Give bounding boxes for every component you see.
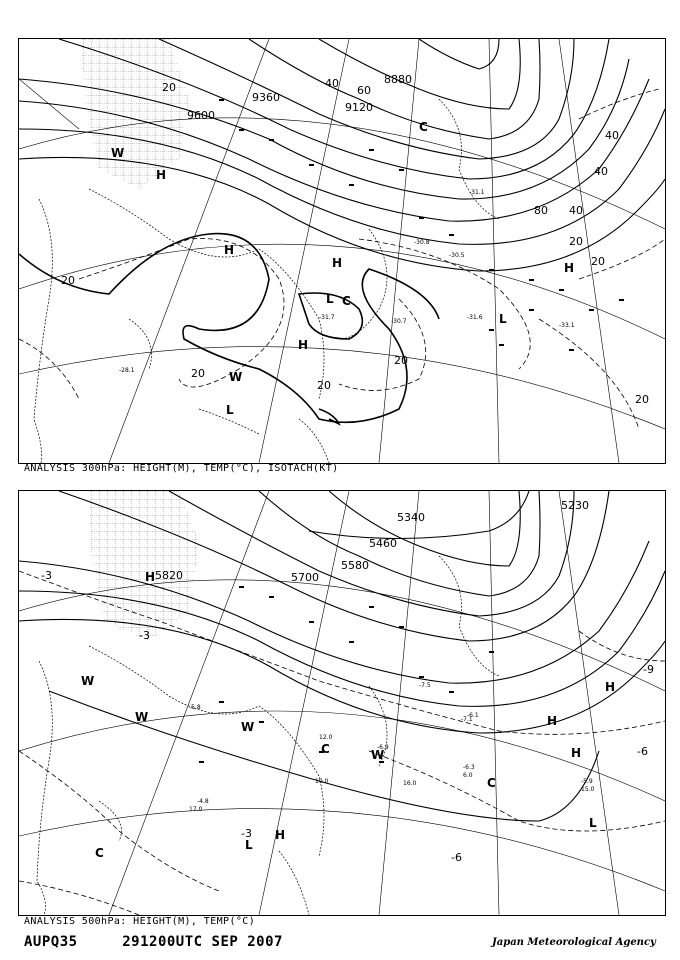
station-plots <box>199 586 494 763</box>
warm-center: W <box>229 370 243 384</box>
station-value: -31.6 <box>467 314 483 321</box>
isotach-label: 20 <box>635 393 649 406</box>
station-value: -30.8 <box>414 239 430 246</box>
cold-center: C <box>487 776 496 790</box>
isotach-label: 20 <box>394 354 408 367</box>
station-value: -7.1 <box>461 716 473 723</box>
isotach-label: 20 <box>61 274 75 287</box>
isotach-label: 40 <box>569 204 583 217</box>
height-label: 5230 <box>561 499 589 512</box>
station-value: -6.3 <box>463 764 475 771</box>
warm-center: W <box>81 674 95 688</box>
isotach-label: 60 <box>357 84 371 97</box>
isotach-label: 20 <box>317 379 331 392</box>
high-center: H <box>547 714 558 728</box>
station-value: -33.1 <box>559 322 575 329</box>
station-value: 12.0 <box>319 734 333 741</box>
isotach-label: 40 <box>594 165 608 178</box>
height-label: 9600 <box>187 109 215 122</box>
height-label: 5700 <box>291 571 319 584</box>
isotach-label: 20 <box>191 367 205 380</box>
isotach-label: 40 <box>605 129 619 142</box>
station-value: 6.0 <box>463 772 473 779</box>
terrain-hatch <box>89 491 199 641</box>
isotach-label: 80 <box>534 204 548 217</box>
low-center: L <box>326 292 334 306</box>
high-center: H <box>145 570 156 584</box>
low-center: L <box>245 838 253 852</box>
station-value: -30.7 <box>391 318 407 325</box>
station-value: -4.8 <box>197 798 209 805</box>
station-value: -6.1 <box>467 712 479 719</box>
cold-center: C <box>95 846 104 860</box>
height-label: 5340 <box>397 511 425 524</box>
terrain-hatch <box>81 39 189 189</box>
cold-center: C <box>342 294 351 308</box>
pressure-centers <box>111 120 574 417</box>
caption-300hpa: ANALYSIS 300hPa: HEIGHT(M), TEMP(°C), ISOTACH(KT) <box>24 463 339 474</box>
temperature-label: -3 <box>139 629 150 642</box>
station-value: 10.0 <box>315 778 329 785</box>
station-value: -31.1 <box>469 189 485 196</box>
agency-name: Japan Meteorological Agency <box>492 937 656 948</box>
temperature-label: -6 <box>637 745 648 758</box>
station-value: -5.8 <box>189 704 201 711</box>
map-500hpa <box>19 491 665 915</box>
high-center: H <box>298 338 309 352</box>
height-label: 5460 <box>369 537 397 550</box>
isotach-label: 20 <box>591 255 605 268</box>
temperature-label: -9 <box>643 663 654 676</box>
low-center: L <box>589 816 597 830</box>
low-center: L <box>499 312 507 326</box>
height-label: 9360 <box>252 91 280 104</box>
station-plots <box>219 99 624 351</box>
high-center: H <box>571 746 582 760</box>
low-center: L <box>226 403 234 417</box>
station-values <box>189 682 595 813</box>
high-center: H <box>564 261 575 275</box>
high-center: H <box>275 828 286 842</box>
warm-center: W <box>371 748 385 762</box>
high-center: H <box>156 168 167 182</box>
station-value: -5.9 <box>581 778 593 785</box>
station-value: -31.7 <box>319 314 335 321</box>
cold-center: C <box>419 120 428 134</box>
temperature-label: -3 <box>41 569 52 582</box>
height-label: 8880 <box>384 73 412 86</box>
height-label: 5580 <box>341 559 369 572</box>
upper-air-300hpa-chart <box>18 38 666 464</box>
isotach-label: 40 <box>325 77 339 90</box>
station-value: 17.0 <box>189 806 203 813</box>
upper-air-500hpa-chart <box>18 490 666 916</box>
station-value: 16.0 <box>403 780 417 787</box>
warm-center: W <box>241 720 255 734</box>
product-datetime: 291200UTC SEP 2007 <box>122 934 283 950</box>
station-value: 15.0 <box>581 786 595 793</box>
map-300hpa <box>19 39 665 463</box>
station-value: -7.5 <box>419 682 431 689</box>
cold-center: C <box>321 742 330 756</box>
high-center: H <box>605 680 616 694</box>
height-label: 5820 <box>155 569 183 582</box>
product-line <box>24 934 283 950</box>
isotach-label: 20 <box>569 235 583 248</box>
station-value: -6.9 <box>377 744 389 751</box>
temperature-label: -3 <box>241 827 252 840</box>
temperature-label: -6 <box>451 851 462 864</box>
warm-center: W <box>111 146 125 160</box>
high-center: H <box>332 256 343 270</box>
height-labels <box>155 499 589 584</box>
high-center: H <box>224 243 235 257</box>
isotach-label: 20 <box>162 81 176 94</box>
station-value: -28.1 <box>119 367 135 374</box>
height-label: 9120 <box>345 101 373 114</box>
caption-500hpa: ANALYSIS 500hPa: HEIGHT(M), TEMP(°C) <box>24 916 256 927</box>
temperature-contours <box>19 234 439 424</box>
warm-center: W <box>135 710 149 724</box>
product-code: AUPQ35 <box>24 934 78 950</box>
station-value: -30.5 <box>449 252 465 259</box>
